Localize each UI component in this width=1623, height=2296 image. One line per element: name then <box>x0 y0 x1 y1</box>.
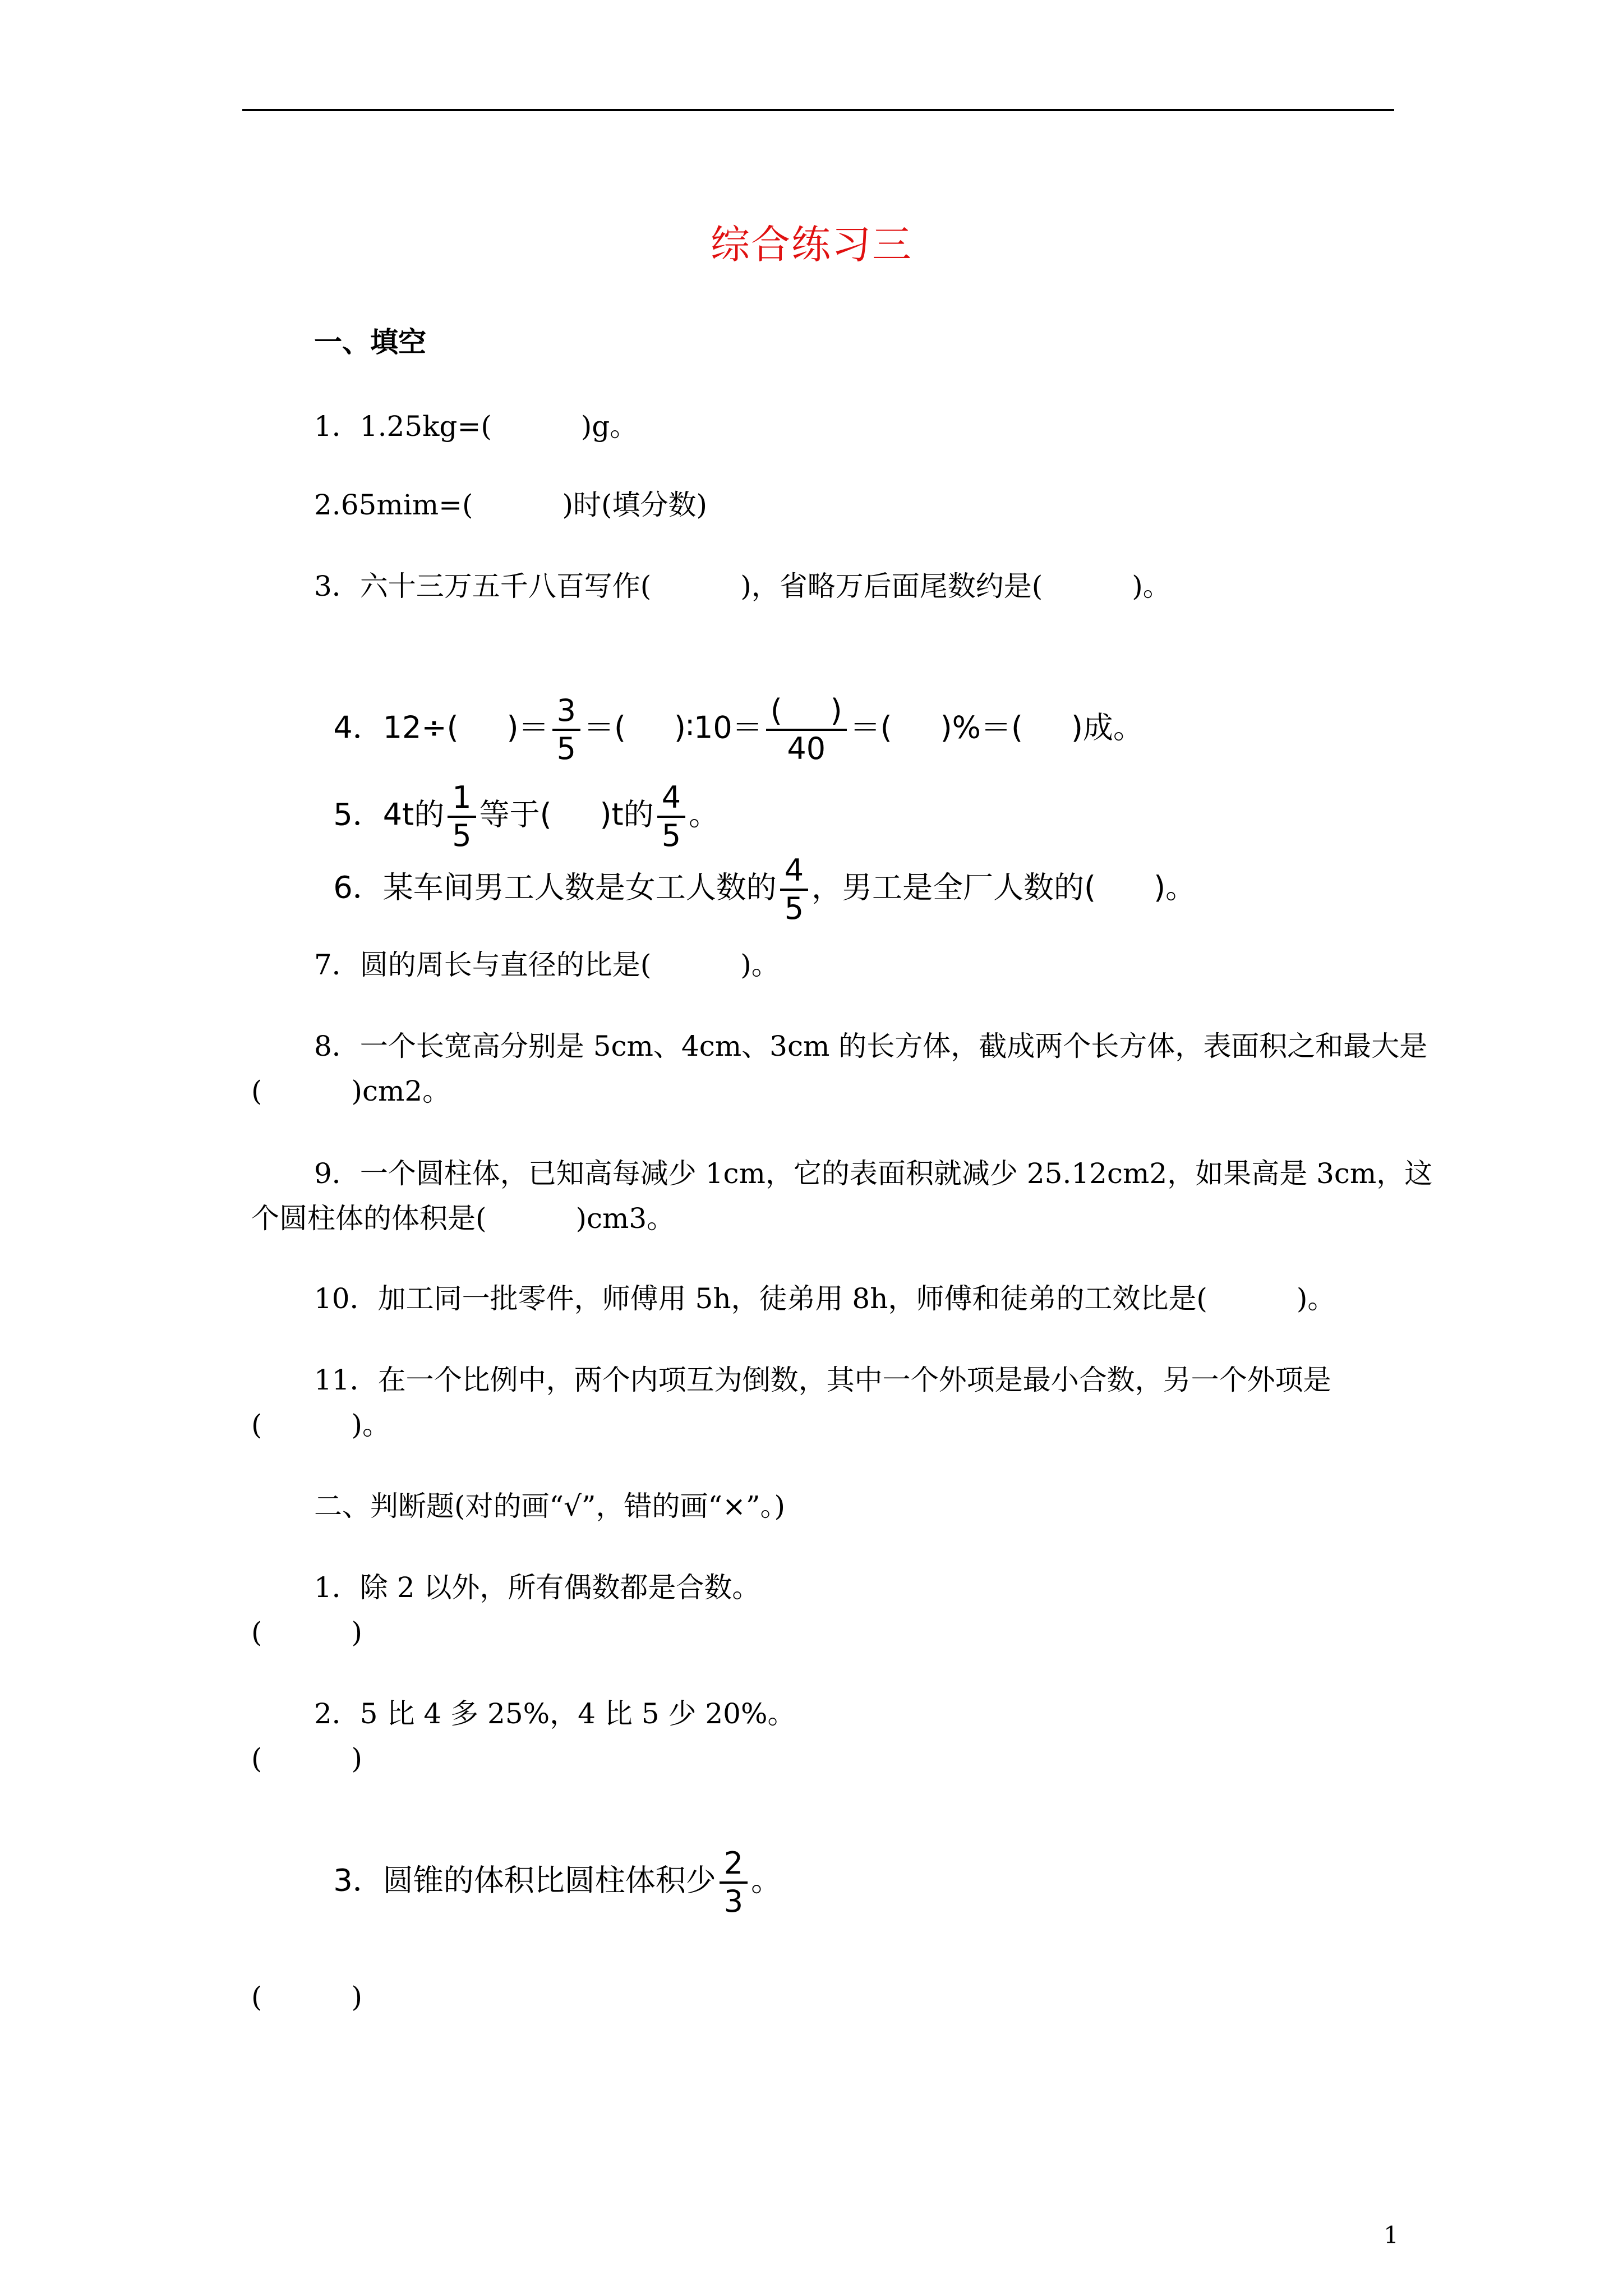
tf-q3-text-a: 3．圆锥的体积比圆柱体积少 <box>333 1862 716 1898</box>
question-3: 3．六十三万五千八百写作( )，省略万后面尾数约是( )。 <box>314 570 1171 602</box>
tf-question-1: 1．除 2 以外，所有偶数都是合数。 <box>314 1571 760 1604</box>
q4-f1-den: 5 <box>556 731 576 766</box>
question-7: 7．圆的周长与直径的比是( )。 <box>314 949 780 981</box>
q4-f1-num: 3 <box>552 693 580 731</box>
q6-text-b: ，男工是全厂人数的( )。 <box>811 869 1196 905</box>
question-8-line-2: ( )cm2。 <box>251 1075 451 1107</box>
section-heading-true-false: 二、判断题(对的画“√”，错的画“×”。) <box>314 1490 786 1522</box>
question-11-line-1: 11．在一个比例中，两个内项互为倒数，其中一个外项是最小合数，另一个外项是 <box>314 1364 1331 1396</box>
question-10: 10．加工同一批零件，师傅用 5h，徒弟用 8h，师傅和徒弟的工效比是( )。 <box>314 1282 1336 1315</box>
header-rule <box>242 109 1394 111</box>
tf-q3-f-den: 3 <box>723 1884 744 1919</box>
q6-text-a: 6．某车间男工人数是女工人数的 <box>333 869 777 905</box>
q4-f2-num: ( ) <box>766 693 847 731</box>
q5-f2-den: 5 <box>661 818 681 853</box>
tf-question-3 <box>314 1812 781 1920</box>
q6-fraction <box>780 853 808 927</box>
q5-text-a: 5．4t的 <box>333 797 445 832</box>
question-2: 2.65mim=( )时(填分数) <box>314 489 708 521</box>
q5-text-b: 等于( )t的 <box>479 797 654 832</box>
tf-question-2-answer: ( ) <box>251 1742 362 1775</box>
q6-f-num: 4 <box>780 853 808 891</box>
q4-text-a: 4．12÷( )＝ <box>333 710 549 746</box>
page-title: 综合练习三 <box>711 222 912 268</box>
q4-f2-den: 40 <box>787 731 826 766</box>
tf-q3-text-b: 。 <box>751 1862 782 1898</box>
tf-q3-fraction <box>720 1846 748 1920</box>
q5-f1-den: 5 <box>452 818 472 853</box>
q4-text-c: ＝( )%＝( )成。 <box>850 710 1144 746</box>
q5-f2-num: 4 <box>657 780 685 818</box>
question-8-line-1: 8．一个长宽高分别是 5cm、4cm、3cm 的长方体，截成两个长方体，表面积之和最大是 <box>314 1030 1428 1062</box>
q6-f-den: 5 <box>784 891 804 926</box>
question-1: 1．1.25kg=( )g。 <box>314 410 638 443</box>
question-9-line-1: 9．一个圆柱体，已知高每减少 1cm，它的表面积就减少 25.12cm2，如果高是 3cm，这 <box>314 1157 1433 1190</box>
tf-question-1-answer: ( ) <box>251 1616 362 1649</box>
tf-q3-f-num: 2 <box>720 1846 748 1884</box>
question-9-line-2: 个圆柱体的体积是( )cm3。 <box>251 1202 675 1235</box>
tf-question-2: 2．5 比 4 多 25%，4 比 5 少 20%。 <box>314 1697 796 1730</box>
q5-text-c: 。 <box>689 797 720 832</box>
q4-text-b: ＝( )∶10＝ <box>583 710 763 746</box>
section-heading-fill-in: 一、填空 <box>314 325 426 358</box>
q5-f1-num: 1 <box>448 780 476 818</box>
q4-fraction-2 <box>766 693 847 767</box>
tf-question-3-answer: ( ) <box>251 1981 362 2013</box>
question-11-line-2: ( )。 <box>251 1409 390 1441</box>
question-6 <box>314 819 1196 927</box>
page-number: 1 <box>1384 2221 1399 2249</box>
